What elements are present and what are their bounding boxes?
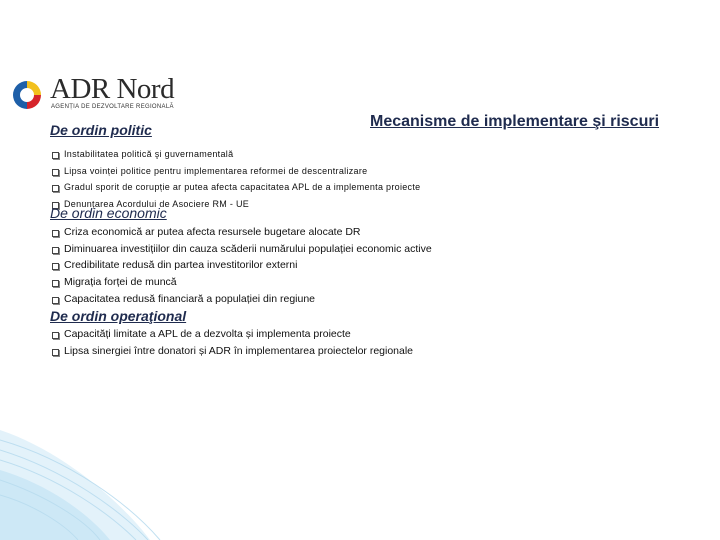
list-item: Instabilitatea politică şi guvernamentală — [50, 146, 420, 163]
list-item: Criza economică ar putea afecta resursele bugetare alocate DR — [50, 224, 432, 241]
section-heading-economic: De ordin economic — [50, 205, 167, 221]
bullet-square-icon — [52, 169, 59, 176]
bullet-square-icon — [52, 247, 59, 254]
list-item: Capacități limitate a APL de a dezvolta și implementa proiecte — [50, 326, 413, 343]
list-item: Diminuarea investițiilor din cauza scăderii numărului populației economic active — [50, 241, 432, 258]
logo-subtitle: AGENȚIA DE DEZVOLTARE REGIONALĂ — [51, 104, 174, 110]
bullet-square-icon — [52, 332, 59, 339]
list-item: Credibilitate redusă din partea investitorilor externi — [50, 257, 432, 274]
adr-nord-logo — [10, 74, 180, 114]
list-item: Denunțarea Acordului de Asociere RM - UE — [50, 196, 420, 213]
bullet-square-icon — [52, 185, 59, 192]
logo-name: ADR Nord — [50, 73, 175, 105]
list-item: Migrația forței de muncă — [50, 274, 432, 291]
bullet-square-icon — [52, 297, 59, 304]
list-item: Capacitatea redusă financiară a populației din regiune — [50, 291, 432, 308]
bullet-square-icon — [52, 263, 59, 270]
list-item: Lipsa sinergiei între donatori și ADR în implementarea proiectelor regionale — [50, 343, 413, 360]
logo-swirl-icon — [10, 78, 44, 112]
list-operational — [50, 326, 413, 359]
bullet-square-icon — [52, 230, 59, 237]
bullet-square-icon — [52, 152, 59, 159]
list-item: Gradul sporit de corupție ar putea afecta capacitatea APL de a implementa proiecte — [50, 179, 420, 196]
list-politic — [50, 146, 420, 213]
section-heading-politic: De ordin politic — [50, 122, 152, 138]
list-item: Lipsa voinței politice pentru implementarea reformei de descentralizare — [50, 163, 420, 180]
slide-title: Mecanisme de implementare şi riscuri — [370, 113, 660, 130]
list-economic — [50, 224, 432, 308]
bullet-square-icon — [52, 280, 59, 287]
section-heading-operational: De ordin operaţional — [50, 308, 187, 324]
bullet-square-icon — [52, 349, 59, 356]
